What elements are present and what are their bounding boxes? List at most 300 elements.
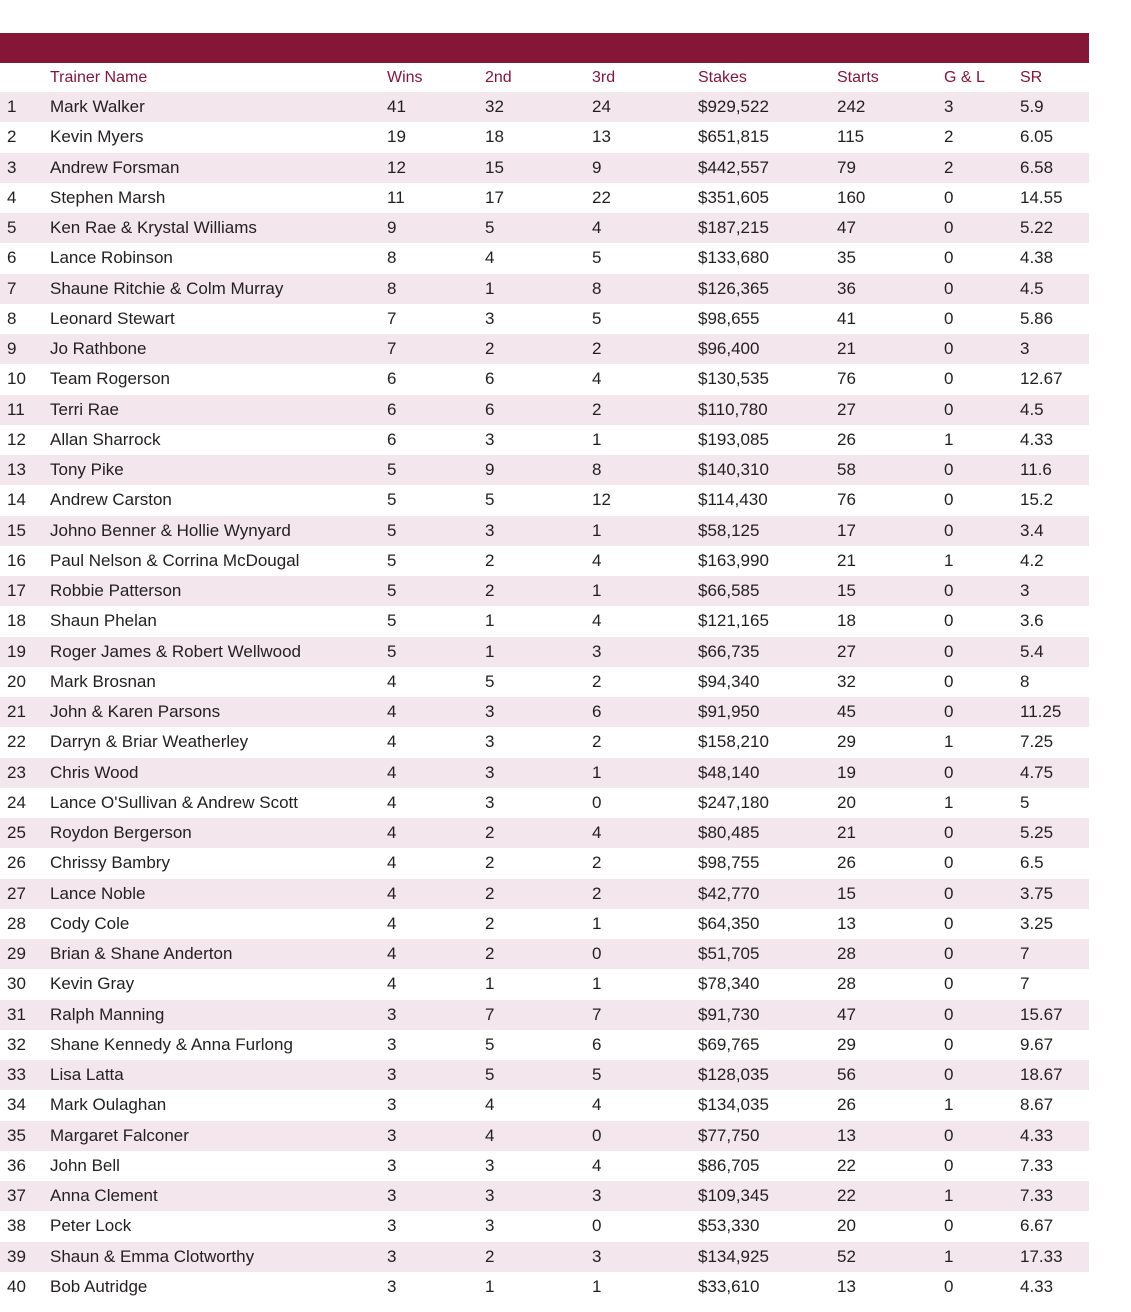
trainer-name-cell: Lance Robinson [50, 243, 387, 273]
sr-cell: 5.25 [1020, 818, 1089, 848]
second-cell: 2 [485, 1242, 592, 1272]
sr-cell: 15.2 [1020, 485, 1089, 515]
trainer-name-cell: Ralph Manning [50, 1000, 387, 1030]
stakes-cell: $80,485 [698, 818, 837, 848]
stakes-cell: $42,770 [698, 879, 837, 909]
table-row [0, 697, 1089, 727]
trainer-name-cell: Ken Rae & Krystal Williams [50, 213, 387, 243]
trainer-name-cell: Team Rogerson [50, 364, 387, 394]
g-and-l-cell: 0 [944, 667, 1020, 697]
third-cell: 22 [592, 183, 698, 213]
rank-cell: 24 [0, 788, 50, 818]
g-and-l-cell: 0 [944, 758, 1020, 788]
g-and-l-cell: 1 [944, 425, 1020, 455]
column-header-rank [0, 63, 50, 92]
g-and-l-cell: 0 [944, 1121, 1020, 1151]
table-row [0, 364, 1089, 394]
wins-cell: 4 [387, 939, 485, 969]
g-and-l-cell: 0 [944, 1000, 1020, 1030]
sr-cell: 3.4 [1020, 516, 1089, 546]
second-cell: 2 [485, 879, 592, 909]
starts-cell: 47 [837, 1000, 944, 1030]
g-and-l-cell: 0 [944, 818, 1020, 848]
table-row [0, 1211, 1089, 1241]
trainer-name-cell: Lisa Latta [50, 1060, 387, 1090]
table-row [0, 395, 1089, 425]
stakes-cell: $98,755 [698, 848, 837, 878]
table-row [0, 1151, 1089, 1181]
third-cell: 4 [592, 606, 698, 636]
third-cell: 8 [592, 455, 698, 485]
trainer-name-cell: Allan Sharrock [50, 425, 387, 455]
trainer-name-cell: Kevin Gray [50, 969, 387, 999]
g-and-l-cell: 0 [944, 455, 1020, 485]
g-and-l-cell: 1 [944, 1242, 1020, 1272]
rank-cell: 14 [0, 485, 50, 515]
column-header-3rd: 3rd [592, 68, 616, 86]
third-cell: 3 [592, 1181, 698, 1211]
table-body [0, 92, 1089, 1302]
trainer-standings-table [0, 63, 1089, 1302]
wins-cell: 3 [387, 1060, 485, 1090]
rank-cell: 30 [0, 969, 50, 999]
stakes-cell: $109,345 [698, 1181, 837, 1211]
g-and-l-cell: 0 [944, 213, 1020, 243]
trainer-name-cell: Darryn & Briar Weatherley [50, 727, 387, 757]
starts-cell: 47 [837, 213, 944, 243]
g-and-l-cell: 2 [944, 153, 1020, 183]
sr-cell: 5 [1020, 788, 1089, 818]
g-and-l-cell: 0 [944, 395, 1020, 425]
third-cell: 4 [592, 213, 698, 243]
second-cell: 3 [485, 1151, 592, 1181]
g-and-l-cell: 0 [944, 939, 1020, 969]
second-cell: 2 [485, 818, 592, 848]
g-and-l-cell: 0 [944, 304, 1020, 334]
sr-cell: 5.86 [1020, 304, 1089, 334]
table-row [0, 153, 1089, 183]
g-and-l-cell: 0 [944, 364, 1020, 394]
sr-cell: 3.6 [1020, 606, 1089, 636]
third-cell: 3 [592, 1242, 698, 1272]
trainer-name-cell: Andrew Forsman [50, 153, 387, 183]
trainer-name-cell: Peter Lock [50, 1211, 387, 1241]
rank-cell: 33 [0, 1060, 50, 1090]
wins-cell: 3 [387, 1121, 485, 1151]
stakes-cell: $130,535 [698, 364, 837, 394]
g-and-l-cell: 0 [944, 1272, 1020, 1302]
trainer-name-cell: Shaun & Emma Clotworthy [50, 1242, 387, 1272]
second-cell: 3 [485, 758, 592, 788]
stakes-cell: $48,140 [698, 758, 837, 788]
sr-cell: 15.67 [1020, 1000, 1089, 1030]
stakes-cell: $94,340 [698, 667, 837, 697]
wins-cell: 9 [387, 213, 485, 243]
table-row [0, 1030, 1089, 1060]
g-and-l-cell: 0 [944, 879, 1020, 909]
trainer-name-cell: Shane Kennedy & Anna Furlong [50, 1030, 387, 1060]
stakes-cell: $158,210 [698, 727, 837, 757]
table-row [0, 758, 1089, 788]
sr-cell: 7.33 [1020, 1151, 1089, 1181]
rank-cell: 39 [0, 1242, 50, 1272]
sr-cell: 7 [1020, 939, 1089, 969]
rank-cell: 6 [0, 243, 50, 273]
second-cell: 2 [485, 576, 592, 606]
starts-cell: 21 [837, 818, 944, 848]
starts-cell: 115 [837, 122, 944, 152]
wins-cell: 3 [387, 1151, 485, 1181]
sr-cell: 3.25 [1020, 909, 1089, 939]
g-and-l-cell: 0 [944, 274, 1020, 304]
trainer-name-cell: Jo Rathbone [50, 334, 387, 364]
wins-cell: 4 [387, 667, 485, 697]
second-cell: 3 [485, 425, 592, 455]
third-cell: 5 [592, 304, 698, 334]
rank-cell: 20 [0, 667, 50, 697]
column-header-trainer-name: Trainer Name [50, 68, 148, 86]
table-row [0, 334, 1089, 364]
starts-cell: 26 [837, 425, 944, 455]
trainer-name-cell: Johno Benner & Hollie Wynyard [50, 516, 387, 546]
stakes-cell: $442,557 [698, 153, 837, 183]
rank-cell: 23 [0, 758, 50, 788]
wins-cell: 4 [387, 788, 485, 818]
third-cell: 2 [592, 395, 698, 425]
column-header-2nd: 2nd [485, 68, 512, 86]
table-row [0, 606, 1089, 636]
stakes-cell: $33,610 [698, 1272, 837, 1302]
stakes-cell: $140,310 [698, 455, 837, 485]
trainer-name-cell: Tony Pike [50, 455, 387, 485]
g-and-l-cell: 0 [944, 334, 1020, 364]
stakes-cell: $51,705 [698, 939, 837, 969]
stakes-cell: $66,735 [698, 637, 837, 667]
sr-cell: 4.33 [1020, 1121, 1089, 1151]
sr-cell: 5.4 [1020, 637, 1089, 667]
rank-cell: 31 [0, 1000, 50, 1030]
table-row [0, 1242, 1089, 1272]
wins-cell: 4 [387, 909, 485, 939]
wins-cell: 5 [387, 576, 485, 606]
column-header-stakes: Stakes [698, 68, 747, 86]
sr-cell: 3 [1020, 576, 1089, 606]
stakes-cell: $98,655 [698, 304, 837, 334]
rank-cell: 11 [0, 395, 50, 425]
table-row [0, 213, 1089, 243]
g-and-l-cell: 0 [944, 637, 1020, 667]
rank-cell: 29 [0, 939, 50, 969]
second-cell: 18 [485, 122, 592, 152]
third-cell: 8 [592, 274, 698, 304]
third-cell: 6 [592, 697, 698, 727]
rank-cell: 8 [0, 304, 50, 334]
trainer-name-cell: Paul Nelson & Corrina McDougal [50, 546, 387, 576]
second-cell: 2 [485, 334, 592, 364]
column-header-starts: Starts [837, 68, 879, 86]
wins-cell: 6 [387, 425, 485, 455]
second-cell: 2 [485, 546, 592, 576]
trainer-name-cell: Kevin Myers [50, 122, 387, 152]
starts-cell: 160 [837, 183, 944, 213]
table-row [0, 304, 1089, 334]
stakes-cell: $134,035 [698, 1090, 837, 1120]
third-cell: 4 [592, 546, 698, 576]
sr-cell: 4.33 [1020, 1272, 1089, 1302]
starts-cell: 27 [837, 395, 944, 425]
trainer-name-cell: Lance Noble [50, 879, 387, 909]
stakes-cell: $121,165 [698, 606, 837, 636]
table-row [0, 516, 1089, 546]
starts-cell: 18 [837, 606, 944, 636]
table-row [0, 848, 1089, 878]
stakes-cell: $58,125 [698, 516, 837, 546]
rank-cell: 13 [0, 455, 50, 485]
third-cell: 2 [592, 667, 698, 697]
g-and-l-cell: 0 [944, 243, 1020, 273]
wins-cell: 3 [387, 1272, 485, 1302]
third-cell: 6 [592, 1030, 698, 1060]
stakes-cell: $929,522 [698, 92, 837, 122]
sr-cell: 8 [1020, 667, 1089, 697]
table-row [0, 274, 1089, 304]
sr-cell: 6.5 [1020, 848, 1089, 878]
third-cell: 9 [592, 153, 698, 183]
second-cell: 3 [485, 1211, 592, 1241]
g-and-l-cell: 1 [944, 788, 1020, 818]
table-row [0, 1090, 1089, 1120]
sr-cell: 12.67 [1020, 364, 1089, 394]
trainer-name-cell: Mark Walker [50, 92, 387, 122]
table-row [0, 667, 1089, 697]
g-and-l-cell: 1 [944, 1090, 1020, 1120]
sr-cell: 6.67 [1020, 1211, 1089, 1241]
stakes-cell: $110,780 [698, 395, 837, 425]
wins-cell: 5 [387, 606, 485, 636]
trainer-name-cell: Roger James & Robert Wellwood [50, 637, 387, 667]
trainer-name-cell: Roydon Bergerson [50, 818, 387, 848]
rank-cell: 22 [0, 727, 50, 757]
third-cell: 1 [592, 1272, 698, 1302]
trainer-name-cell: Brian & Shane Anderton [50, 939, 387, 969]
third-cell: 2 [592, 334, 698, 364]
table-row [0, 788, 1089, 818]
wins-cell: 4 [387, 758, 485, 788]
rank-cell: 9 [0, 334, 50, 364]
third-cell: 12 [592, 485, 698, 515]
third-cell: 0 [592, 1121, 698, 1151]
starts-cell: 20 [837, 788, 944, 818]
second-cell: 2 [485, 848, 592, 878]
third-cell: 0 [592, 788, 698, 818]
wins-cell: 3 [387, 1181, 485, 1211]
third-cell: 2 [592, 879, 698, 909]
trainer-name-cell: Shaun Phelan [50, 606, 387, 636]
wins-cell: 4 [387, 727, 485, 757]
second-cell: 5 [485, 485, 592, 515]
sr-cell: 6.05 [1020, 122, 1089, 152]
stakes-cell: $66,585 [698, 576, 837, 606]
rank-cell: 26 [0, 848, 50, 878]
starts-cell: 29 [837, 727, 944, 757]
rank-cell: 19 [0, 637, 50, 667]
column-header-sr: SR [1020, 68, 1043, 86]
wins-cell: 8 [387, 243, 485, 273]
wins-cell: 4 [387, 818, 485, 848]
trainer-name-cell: Leonard Stewart [50, 304, 387, 334]
starts-cell: 76 [837, 485, 944, 515]
rank-cell: 40 [0, 1272, 50, 1302]
wins-cell: 11 [387, 183, 485, 213]
wins-cell: 3 [387, 1030, 485, 1060]
wins-cell: 8 [387, 274, 485, 304]
table-row [0, 1272, 1089, 1302]
g-and-l-cell: 1 [944, 546, 1020, 576]
third-cell: 1 [592, 969, 698, 999]
g-and-l-cell: 3 [944, 92, 1020, 122]
stakes-cell: $133,680 [698, 243, 837, 273]
sr-cell: 5.22 [1020, 213, 1089, 243]
trainer-name-cell: Andrew Carston [50, 485, 387, 515]
table-row [0, 1181, 1089, 1211]
g-and-l-cell: 1 [944, 727, 1020, 757]
starts-cell: 21 [837, 546, 944, 576]
wins-cell: 41 [387, 92, 485, 122]
table-row [0, 1121, 1089, 1151]
third-cell: 3 [592, 637, 698, 667]
sr-cell: 7 [1020, 969, 1089, 999]
rank-cell: 2 [0, 122, 50, 152]
stakes-cell: $78,340 [698, 969, 837, 999]
second-cell: 4 [485, 243, 592, 273]
trainer-name-cell: Mark Oulaghan [50, 1090, 387, 1120]
sr-cell: 14.55 [1020, 183, 1089, 213]
rank-cell: 15 [0, 516, 50, 546]
rank-cell: 10 [0, 364, 50, 394]
stakes-cell: $193,085 [698, 425, 837, 455]
column-header-wins: Wins [387, 68, 423, 86]
sr-cell: 17.33 [1020, 1242, 1089, 1272]
stakes-cell: $351,605 [698, 183, 837, 213]
wins-cell: 3 [387, 1000, 485, 1030]
second-cell: 3 [485, 304, 592, 334]
wins-cell: 5 [387, 546, 485, 576]
table-row [0, 818, 1089, 848]
sr-cell: 4.38 [1020, 243, 1089, 273]
trainer-name-cell: John Bell [50, 1151, 387, 1181]
g-and-l-cell: 0 [944, 1211, 1020, 1241]
trainer-name-cell: Shaune Ritchie & Colm Murray [50, 274, 387, 304]
starts-cell: 22 [837, 1181, 944, 1211]
g-and-l-cell: 2 [944, 122, 1020, 152]
stakes-cell: $114,430 [698, 485, 837, 515]
sr-cell: 4.2 [1020, 546, 1089, 576]
rank-cell: 35 [0, 1121, 50, 1151]
sr-cell: 3 [1020, 334, 1089, 364]
g-and-l-cell: 0 [944, 1030, 1020, 1060]
g-and-l-cell: 0 [944, 1151, 1020, 1181]
stakes-cell: $163,990 [698, 546, 837, 576]
stakes-cell: $247,180 [698, 788, 837, 818]
second-cell: 2 [485, 909, 592, 939]
second-cell: 32 [485, 92, 592, 122]
wins-cell: 4 [387, 969, 485, 999]
third-cell: 1 [592, 758, 698, 788]
rank-cell: 4 [0, 183, 50, 213]
second-cell: 1 [485, 969, 592, 999]
starts-cell: 28 [837, 939, 944, 969]
second-cell: 5 [485, 1030, 592, 1060]
sr-cell: 11.6 [1020, 455, 1089, 485]
wins-cell: 7 [387, 334, 485, 364]
table-row [0, 425, 1089, 455]
starts-cell: 19 [837, 758, 944, 788]
third-cell: 2 [592, 727, 698, 757]
third-cell: 0 [592, 939, 698, 969]
starts-cell: 79 [837, 153, 944, 183]
trainer-name-cell: Stephen Marsh [50, 183, 387, 213]
wins-cell: 5 [387, 516, 485, 546]
table-row [0, 727, 1089, 757]
rank-cell: 17 [0, 576, 50, 606]
rank-cell: 3 [0, 153, 50, 183]
rank-cell: 21 [0, 697, 50, 727]
trainer-name-cell: Lance O'Sullivan & Andrew Scott [50, 788, 387, 818]
g-and-l-cell: 0 [944, 183, 1020, 213]
g-and-l-cell: 0 [944, 576, 1020, 606]
sr-cell: 4.33 [1020, 425, 1089, 455]
table-row [0, 1060, 1089, 1090]
second-cell: 3 [485, 1181, 592, 1211]
second-cell: 1 [485, 1272, 592, 1302]
starts-cell: 242 [837, 92, 944, 122]
second-cell: 17 [485, 183, 592, 213]
starts-cell: 22 [837, 1151, 944, 1181]
trainer-name-cell: Robbie Patterson [50, 576, 387, 606]
rank-cell: 37 [0, 1181, 50, 1211]
third-cell: 7 [592, 1000, 698, 1030]
third-cell: 13 [592, 122, 698, 152]
second-cell: 1 [485, 274, 592, 304]
table-row [0, 546, 1089, 576]
sr-cell: 7.25 [1020, 727, 1089, 757]
stakes-cell: $187,215 [698, 213, 837, 243]
stakes-cell: $91,950 [698, 697, 837, 727]
wins-cell: 19 [387, 122, 485, 152]
second-cell: 3 [485, 697, 592, 727]
stakes-cell: $77,750 [698, 1121, 837, 1151]
starts-cell: 15 [837, 576, 944, 606]
table-row [0, 637, 1089, 667]
g-and-l-cell: 0 [944, 485, 1020, 515]
starts-cell: 32 [837, 667, 944, 697]
third-cell: 4 [592, 364, 698, 394]
wins-cell: 4 [387, 697, 485, 727]
table-row [0, 183, 1089, 213]
stakes-cell: $126,365 [698, 274, 837, 304]
wins-cell: 5 [387, 485, 485, 515]
starts-cell: 27 [837, 637, 944, 667]
sr-cell: 18.67 [1020, 1060, 1089, 1090]
wins-cell: 6 [387, 364, 485, 394]
stakes-cell: $96,400 [698, 334, 837, 364]
stakes-cell: $91,730 [698, 1000, 837, 1030]
trainer-name-cell: Chris Wood [50, 758, 387, 788]
table-header-row [0, 63, 1089, 92]
rank-cell: 36 [0, 1151, 50, 1181]
table-row [0, 122, 1089, 152]
stakes-cell: $86,705 [698, 1151, 837, 1181]
